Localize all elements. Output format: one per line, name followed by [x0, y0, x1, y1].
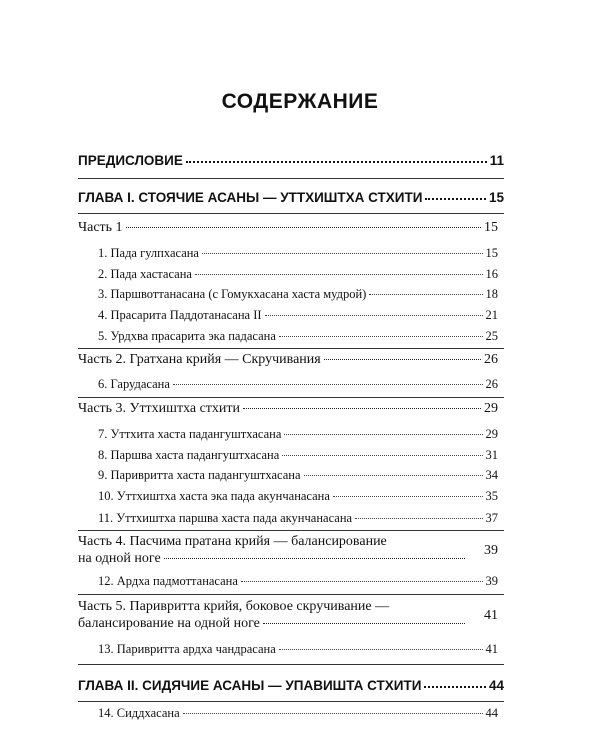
- entry-page: 21: [485, 308, 498, 322]
- entry-page: 35: [485, 489, 498, 503]
- dot-leader: [183, 713, 483, 714]
- toc-entry-item[interactable]: [98, 377, 498, 392]
- entry-label: 3. Паршвоттанасана (с Гомукхасана хаста мудрой): [98, 287, 367, 301]
- dot-leader: [186, 161, 487, 163]
- entry-page: 26: [484, 352, 498, 367]
- entry-label: Часть 2. Гратхана крийя — Скручивания: [78, 352, 321, 367]
- dot-leader: [324, 359, 481, 360]
- dot-leader: [355, 518, 482, 519]
- dot-leader: [241, 581, 483, 582]
- toc-entry-item[interactable]: [98, 706, 498, 721]
- entry-label: 4. Прасарита Паддотанасана II: [98, 308, 262, 322]
- entry-page: 25: [485, 329, 498, 343]
- toc-entry-item[interactable]: [98, 427, 498, 442]
- page-title: СОДЕРЖАНИЕ: [221, 90, 379, 113]
- entry-label: 14. Сиддхасана: [98, 706, 180, 720]
- entry-page: 39: [485, 574, 498, 588]
- dot-leader: [243, 408, 481, 409]
- entry-label: 11. Уттхиштха паршва хаста пада акунчанасана: [98, 511, 353, 525]
- entry-label: 12. Ардха падмоттанасана: [98, 574, 238, 588]
- divider: [78, 530, 504, 531]
- toc-entry-chapter-1[interactable]: [78, 190, 504, 205]
- entry-label: ГЛАВА II. СИДЯЧИЕ АСАНЫ — УПАВИШТА СТХИТИ: [78, 678, 422, 693]
- entry-label: 2. Пада хастасана: [98, 267, 192, 281]
- entry-page: 31: [485, 448, 498, 462]
- dot-leader: [282, 455, 482, 456]
- dot-leader: [173, 384, 483, 385]
- dot-leader: [164, 558, 465, 559]
- toc-entry-preface[interactable]: [78, 153, 504, 168]
- entry-label: 13. Паривритта ардха чандрасана: [98, 642, 276, 656]
- divider: [78, 397, 504, 398]
- toc-entry-item[interactable]: [98, 329, 498, 344]
- entry-label-line-2: на одной ноге: [78, 551, 161, 566]
- entry-label-line-2-row: [78, 550, 468, 567]
- dot-leader: [424, 686, 486, 688]
- divider: [78, 348, 504, 349]
- entry-label: 1. Пада гулпхасана: [98, 246, 199, 260]
- entry-label: 8. Паршва хаста падангуштхасана: [98, 448, 280, 462]
- entry-label: ПРЕДИСЛОВИЕ: [78, 153, 183, 168]
- entry-page: 11: [489, 153, 504, 168]
- entry-page: 29: [485, 427, 498, 441]
- dot-leader: [279, 336, 483, 337]
- entry-label: 5. Урдхва прасарита эка падасана: [98, 329, 276, 343]
- entry-page: 41: [485, 642, 498, 656]
- dot-leader: [333, 496, 483, 497]
- dot-leader: [265, 315, 483, 316]
- divider: [78, 664, 504, 665]
- entry-page: 44: [488, 678, 504, 693]
- toc-entry-part-3[interactable]: [78, 401, 498, 417]
- dot-leader: [369, 294, 482, 295]
- dot-leader: [202, 253, 483, 254]
- toc-entry-item[interactable]: [98, 246, 498, 261]
- toc-entry-item[interactable]: [98, 574, 498, 589]
- entry-label-line-1: Часть 5. Паривритта крийя, боковое скручивание —: [78, 599, 390, 614]
- entry-page: 29: [484, 401, 498, 416]
- entry-page: 37: [485, 511, 498, 525]
- entry-page: 15: [488, 190, 504, 205]
- entry-label: 9. Паривритта хаста падангуштхасана: [98, 468, 301, 482]
- divider: [78, 594, 504, 595]
- entry-label: Часть 1: [78, 220, 123, 235]
- divider: [78, 213, 504, 214]
- entry-label: Часть 3. Уттхиштха стхити: [78, 401, 241, 416]
- entry-page: 44: [485, 706, 498, 720]
- dot-leader: [195, 274, 483, 275]
- toc-entry-part-5[interactable]: [78, 598, 498, 632]
- dot-leader: [304, 475, 483, 476]
- dot-leader: [263, 623, 465, 624]
- toc-entry-item[interactable]: [98, 448, 498, 463]
- entry-page: 41: [484, 608, 498, 623]
- entry-label: 6. Гарудасана: [98, 377, 170, 391]
- toc-entry-chapter-2[interactable]: [78, 678, 504, 693]
- toc-entry-part-1[interactable]: [78, 220, 498, 236]
- entry-page: 34: [485, 468, 498, 482]
- entry-label: ГЛАВА I. СТОЯЧИЕ АСАНЫ — УТТХИШТХА СТХИТИ: [78, 190, 423, 205]
- entry-label: 7. Уттхита хаста падангуштхасана: [98, 427, 282, 441]
- divider: [78, 178, 504, 179]
- toc-entry-item[interactable]: [98, 267, 498, 282]
- toc-entry-part-2[interactable]: [78, 352, 498, 368]
- divider: [78, 701, 504, 702]
- entry-page: 16: [485, 267, 498, 281]
- dot-leader: [126, 227, 481, 228]
- toc-entry-item[interactable]: [98, 308, 498, 323]
- entry-label-line-2-row: [78, 615, 468, 632]
- toc-entry-part-4[interactable]: [78, 533, 498, 567]
- toc-entry-item[interactable]: [98, 511, 498, 526]
- toc-entry-item[interactable]: [98, 489, 498, 504]
- entry-page: 26: [485, 377, 498, 391]
- toc-entry-item[interactable]: [98, 287, 498, 302]
- toc-entry-item[interactable]: [98, 468, 498, 483]
- dot-leader: [279, 649, 483, 650]
- entry-page: 15: [484, 220, 498, 235]
- entry-page: 15: [485, 246, 498, 260]
- dot-leader: [425, 198, 486, 200]
- entry-label: 10. Уттхиштха хаста эка пада акунчанасана: [98, 489, 330, 503]
- entry-page: 39: [484, 543, 498, 558]
- entry-label-line-1: Часть 4. Пасчима пратана крийя — балансирование: [78, 534, 387, 549]
- entry-page: 18: [485, 287, 498, 301]
- dot-leader: [284, 434, 482, 435]
- toc-entry-item[interactable]: [98, 642, 498, 657]
- entry-label-line-2: балансирование на одной ноге: [78, 616, 260, 631]
